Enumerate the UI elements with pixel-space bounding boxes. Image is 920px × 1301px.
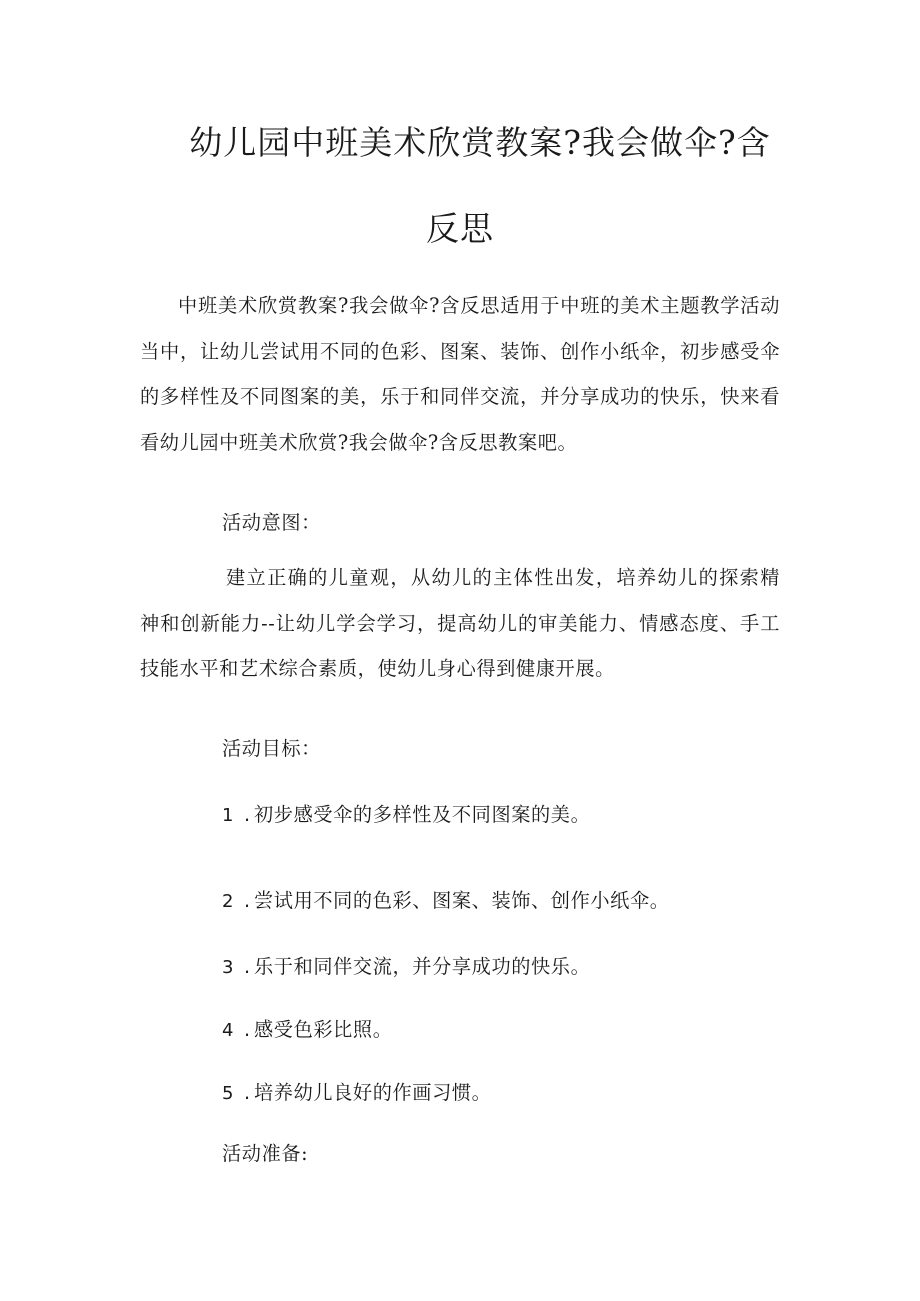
goal-text: 乐于和同伴交流，并分享成功的快乐。 — [254, 955, 591, 978]
goal-text: 初步感受伞的多样性及不同图案的美。 — [254, 803, 591, 826]
intro-paragraph: 中班美术欣赏教案?我会做伞?含反思适用于中班的美术主题教学活动当中，让幼儿尝试用不同的色彩、图案、装饰、创作小纸伞，初步感受伞的多样性及不同图案的美，乐于和同伴交流，并分享成功的快乐，快来看看幼儿园中班美术欣赏?我会做伞?含反思教案吧。 — [140, 294, 780, 454]
goal-dot: . — [244, 889, 251, 912]
goal-dot: . — [244, 1018, 251, 1041]
goal-number: 1 — [222, 805, 235, 826]
goal-item — [222, 952, 590, 983]
goals-heading: 活动目标： — [222, 737, 321, 760]
goal-dot: . — [244, 955, 251, 978]
goal-number: 4 — [222, 1020, 235, 1041]
goal-number: 3 — [222, 957, 235, 978]
goal-item — [222, 800, 590, 831]
goal-dot: . — [244, 1081, 251, 1104]
goal-text: 尝试用不同的色彩、图案、装饰、创作小纸伞。 — [254, 889, 670, 912]
purpose-heading: 活动意图： — [222, 511, 321, 534]
purpose-paragraph: 建立正确的儿童观，从幼儿的主体性出发，培养幼儿的探索精神和创新能力--让幼儿学会学习，提高幼儿的审美能力、情感态度、手工技能水平和艺术综合素质，使幼儿身心得到健康开展。 — [140, 566, 780, 680]
goal-text: 感受色彩比照。 — [254, 1018, 393, 1041]
page-title-line-1: 幼儿园中班美术欣赏教案?我会做伞?含 — [189, 123, 771, 162]
prep-heading: 活动准备: — [222, 1142, 309, 1165]
goal-item — [222, 886, 670, 917]
goal-text: 培养幼儿良好的作画习惯。 — [254, 1081, 492, 1104]
goal-item — [222, 1015, 393, 1046]
goal-item — [222, 1078, 491, 1109]
page-title-line-2: 反思 — [426, 209, 494, 248]
goal-number: 2 — [222, 891, 235, 912]
goal-dot: . — [244, 803, 251, 826]
goal-number: 5 — [222, 1083, 235, 1104]
